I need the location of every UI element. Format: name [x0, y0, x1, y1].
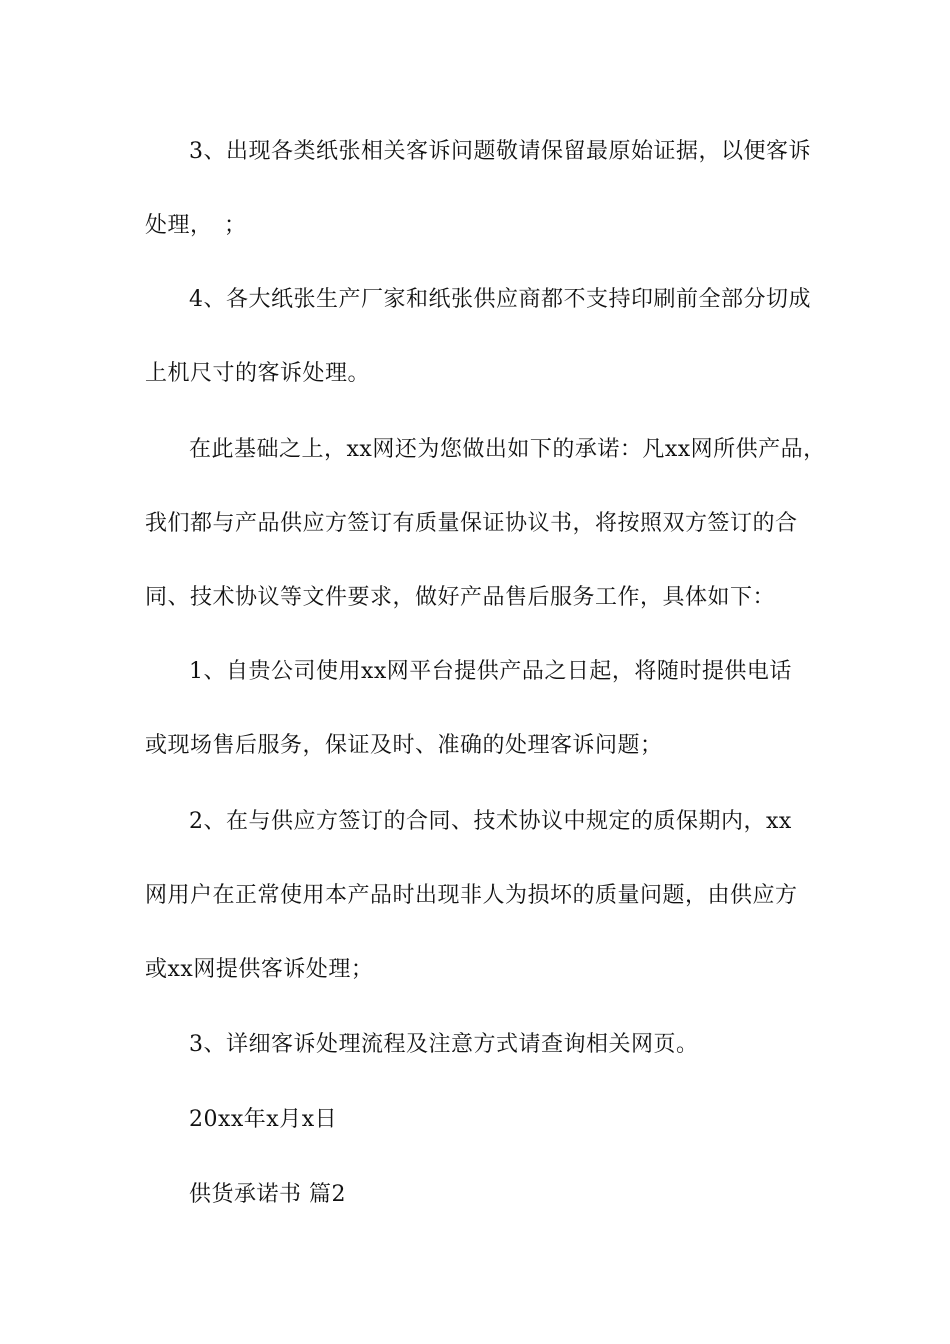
commitment-intro-line-1: 在此基础之上，xx网还为您做出如下的承诺：凡xx网所供产品，	[189, 437, 826, 462]
commitment-item-1-line-2: 或现场售后服务，保证及时、准确的处理客诉问题；	[145, 733, 663, 758]
paragraph-4-line-1: 4、各大纸张生产厂家和纸张供应商都不支持印刷前全部分切成	[189, 287, 811, 312]
date-line: 20xx年x月x日	[189, 1107, 338, 1132]
paragraph-4-line-2: 上机尺寸的客诉处理。	[145, 361, 371, 386]
commitment-item-1-line-1: 1、自贵公司使用xx网平台提供产品之日起，将随时提供电话	[189, 659, 792, 684]
paragraph-3-line-1: 3、出现各类纸张相关客诉问题敬请保留最原始证据，以便客诉	[189, 139, 811, 164]
paragraph-3-line-2: 处理， ；	[145, 213, 247, 238]
commitment-item-3: 3、详细客诉处理流程及注意方式请查询相关网页。	[189, 1032, 699, 1057]
commitment-item-2-line-2: 网用户在正常使用本产品时出现非人为损坏的质量问题，由供应方	[145, 883, 798, 908]
commitment-item-2-line-1: 2、在与供应方签订的合同、技术协议中规定的质保期内，xx	[189, 809, 792, 834]
commitment-intro-line-3: 同、技术协议等文件要求，做好产品售后服务工作，具体如下：	[145, 585, 776, 610]
section-heading: 供货承诺书 篇2	[189, 1182, 346, 1207]
commitment-item-2-line-3: 或xx网提供客诉处理；	[145, 957, 374, 982]
commitment-intro-line-2: 我们都与产品供应方签订有质量保证协议书，将按照双方签订的合	[145, 511, 798, 536]
